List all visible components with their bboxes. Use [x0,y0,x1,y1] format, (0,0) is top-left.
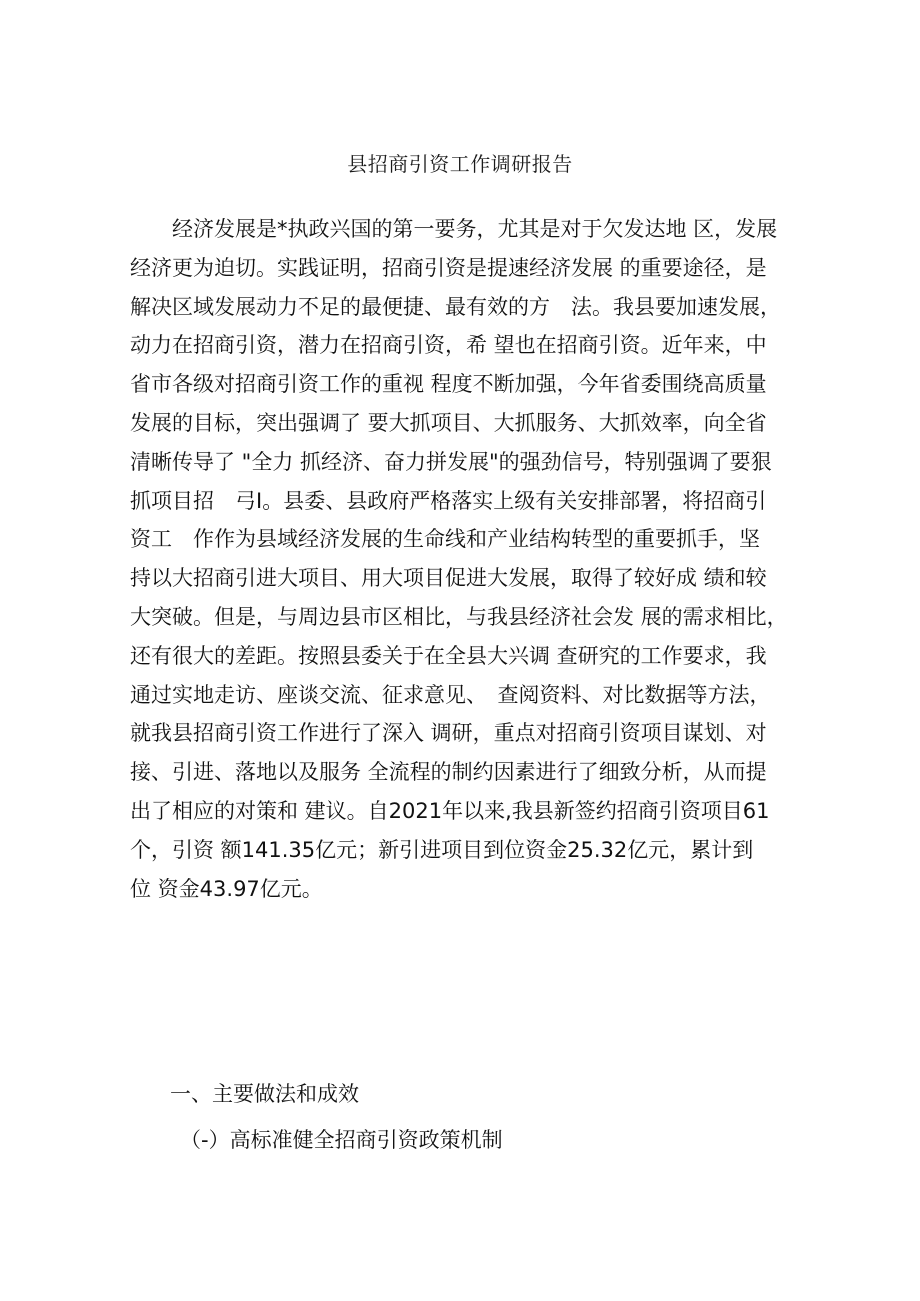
section-heading: 一、主要做法和成效 [170,1082,359,1106]
paragraph-line: 抓项目招 弓I。县委、县政府严格落实上级有关安排部署，将招商引 [130,488,767,513]
paragraph-line: 资工 作作为县域经济发展的生命线和产业结构转型的重要抓手，坚 [130,527,760,552]
paragraph-line: 出了相应的对策和 建议。自2021年以来,我县新签约招商引资项目61 [130,798,770,823]
paragraph-line: 通过实地走访、座谈交流、征求意见、 查阅资料、对比数据等方法， [130,682,771,707]
paragraph-line: 大突破。但是，与周边县市区相比，与我县经济社会发 展的需求相比， [130,604,788,629]
paragraph-line: 个，引资 额141.35亿元；新引进项目到位资金25.32亿元，累计到 [130,837,754,862]
paragraph-line: 动力在招商引资，潜力在招商引资，希 望也在招商引资。近年来，中 [130,333,767,358]
paragraph-line: 接、引进、落地以及服务 全流程的制约因素进行了细致分析，从而提 [130,760,767,785]
paragraph-line: 还有很大的差距。按照县委关于在全县大兴调 查研究的工作要求，我 [130,643,767,668]
paragraph-line: 解决区域发展动力不足的最便捷、最有效的方 法。我县要加速发展， [130,294,781,319]
paragraph-line: 位 资金43.97亿元。 [130,876,323,901]
paragraph-line: 经济发展是*执政兴国的第一要务，尤其是对于欠发达地 区，发展 [172,217,778,241]
paragraph-line: 发展的目标，突出强调了 要大抓项目、大抓服务、大抓效率，向全省 [130,410,767,435]
paragraph-line: 经济更为迫切。实践证明，招商引资是提速经济发展 的重要途径，是 [130,255,767,280]
paragraph-line: 省市各级对招商引资工作的重视 程度不断加强，今年省委围绕高质量 [130,372,767,397]
subsection-heading: （-）高标准健全招商引资政策机制 [180,1128,503,1152]
paragraph-line: 就我县招商引资工作进行了深入 调研，重点对招商引资项目谋划、对 [130,721,767,746]
paragraph-line: 清晰传导了 "全力 抓经济、奋力拼发展"的强劲信号，特别强调了要狠 [130,449,772,474]
body-paragraph [130,210,788,908]
paragraph-line: 持以大招商引进大项目、用大项目促进大发展，取得了较好成 绩和较 [130,566,767,591]
document-title: 县招商引资工作调研报告 [347,152,573,176]
